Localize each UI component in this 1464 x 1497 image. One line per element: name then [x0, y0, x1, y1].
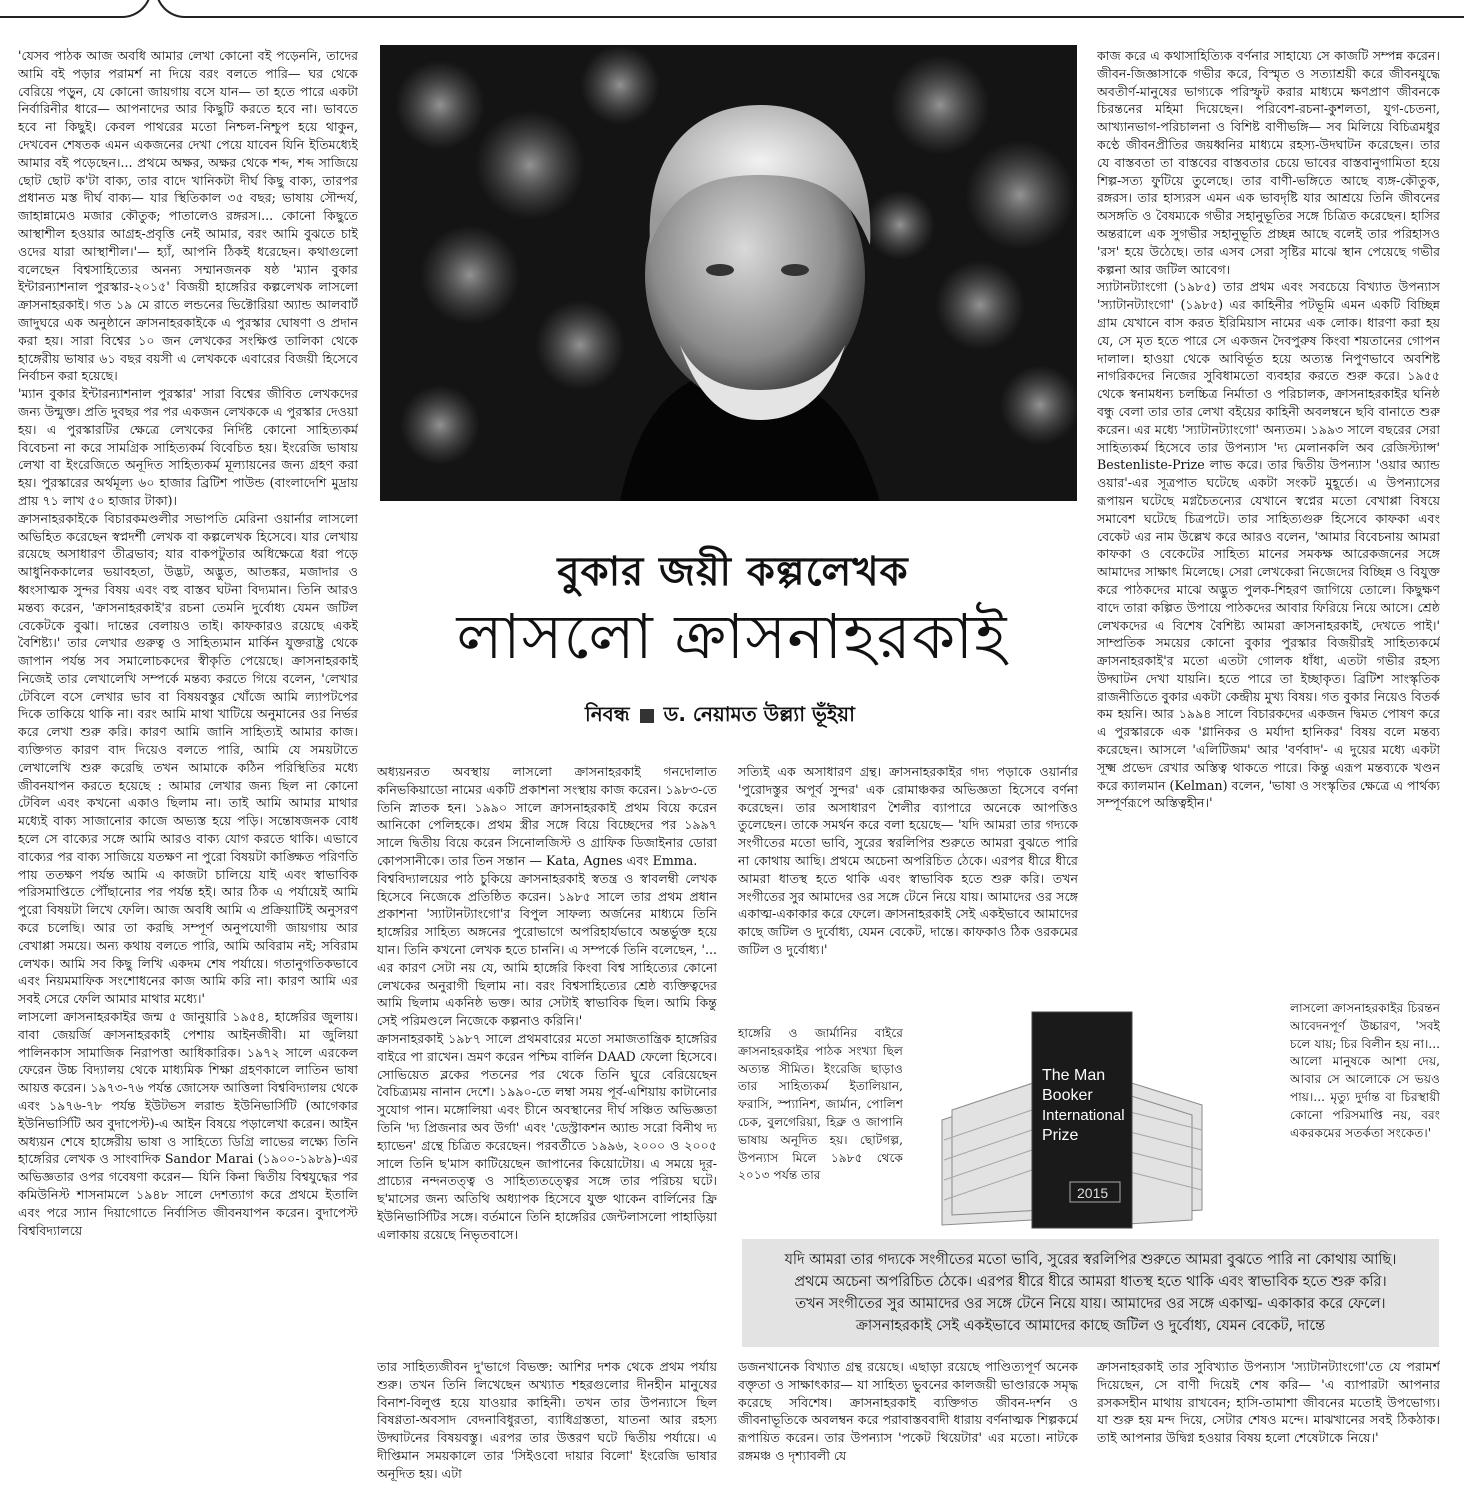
cover-line-3: International	[1042, 1107, 1125, 1124]
paragraph: বিশ্ববিদ্যালয়ের পাঠ চুকিয়ে ক্রাসনাহরকাই স্বতন্ত্র ও স্বাবলম্বী লেখক হিসেবে নিজেকে প্রতিষ্ঠিত করেন। ১৯৮৫ সালে তার প্রথম প্রধান প্রকাশনা 'স্যাটানট্যাংগো'র বিপুল সাফল্য অর্জনের মাধ্যমে তিনি হাঙ্গেরির সাহিত্য অঙ্গনের পুরোভাগে অপরিহার্যভাবে অন্তর্ভুক্ত হয়ে যান। তিনি কখনো লেখক হতে চাননি। এ সম্পর্কে তিনি বলেছেন, '... এর কারণ সেটা নয় যে, আমি হাঙ্গেরি কিংবা বিশ্ব সাহিত্যের কোনো লেখকের অনুরাগী ছিলাম না। বরং বিশ্বসাহিত্যের শ্রেষ্ঠ ব্যক্তিত্বদের আমি ছিলাম একনিষ্ঠ ভক্ত। আর সেটাই স্বাভাবিক ছিল। আমি কিন্তু সেই পরিমণ্ডলে নিজেকে কল্পনাও করিনি।'	[377, 870, 717, 1029]
booker-prize-book-image	[922, 1010, 1222, 1235]
page-header-rule	[0, 0, 1464, 22]
paragraph: স্যাটানট্যাংগো (১৯৮৫) তার প্রথম এবং সবচেয়ে বিখ্যাত উপন্যাস 'স্যাটানট্যাংগো' (১৯৮৫) এর কাহিনীর পটভূমি এমন একটি বিচ্ছিন্ন গ্রাম যেখানে বাস করত ইরিমিয়াস নামের এক লোক। ধারণা করা হয় যে, সে মৃত হতে পারে সে একজন দৈবপুরুষ কিংবা শয়তানের গোপন দালাল। হাওয়া থেকে আবির্ভূত হয়ে অত্যন্ত নিপুণভাবে অবশিষ্ট নাগরিকদের নিজের সুবিধামতো ব্যবহার করতে শুরু করে। ১৯৫৫ থেকে স্বনামধন্য চলচ্চিত্র নির্মাতা ও পরিচালক, ক্রাসনাহরকাইর ঘনিষ্ঠ বন্ধু বেলা তার তার লেখা বইয়ের কাহিনী অবলম্বনে ছবি বানাতে শুরু করেন। এর মধ্যে 'স্যাটানট্যাংগো' অন্যতম। ১৯৯৩ সালে বছরের সেরা সাহিত্যকর্ম হিসেবে তার উপন্যাস 'দ্য মেলানকলি অব রেজিস্ট্যান্স' Bestenliste-Prize লাভ করে। তার দ্বিতীয় উপন্যাস 'ওয়ার অ্যান্ড ওয়ার'-এর সূত্রপাত ঘটেছে একটা সংকট মুহূর্তে। এ উপন্যাসের রূপায়ন ঘটেছে মগ্নচৈতন্যের যেখানে স্বপ্নের মতো বেখাপ্পা বিষয়ে সমাবেশ ঘটেছে চিত্রপটে। তার সাহিত্যগুরু হিসেবে কাফকা এবং বেকেট এর নাম উল্লেখ করে আরও বলেন, 'আমার বিবেচনায় আমরা কাফকা ও বেকেটের সাহিত্য মানের সমকক্ষ আরেকজনের সঙ্গে আমাদের সাক্ষাৎ মিলেছে। সেরা লেখকেরা নিজেদের বিচ্ছিন্ন ও বিযুক্ত করে পাঠকদের মাঝে অদ্ভুত পুলক-শিহরণ জাগিয়ে তোলে। কিছুক্ষণ বাদে তারা কল্পিত উপায়ে পাঠকদের আবার ফিরিয়ে নিয়ে আসে। শ্রেষ্ঠ লেখকদের এ বিশেষ বৈশিষ্ট্য আমরা ক্রাসনাহরকাই, দেখতে পাই।' সাম্প্রতিক সময়ের কোনো বুকার পুরস্কার বিজয়ীরই সাহিত্যকর্মে ক্রাসনাহরকাই'র মতো এতটা গোলক ধাঁধা, এতটা গভীর রহস্য উদ্ঘাটন দেখা যায়নি। হতে পারে তা ইচ্ছাকৃত। ব্রিটিশ সাংস্কৃতিক রাজনীতিতে বুকার একটা কেন্দ্রীয় মুখ্য বিষয়। গত বুকার নিয়েও বিতর্ক কম হয়নি। আর ১৯৯৪ সালে বিচারকদের একজন দ্বিমত পোষণ করে এ পুরস্কারকে এক 'গ্লানিকর ও মর্যাদা হানিকর' বিষয় বলে মন্তব্য করেছেন। আসলে 'এলিটিজম' আর 'বর্ণবাদ'- এ দুয়ের মধ্যে একটা সূক্ষ্ম প্রভেদ রেখার অস্তিত্ব থাকতে পারে। কিন্তু এরূপ মন্তব্যকে খণ্ডন করে ক্যালমান (Kelman) বলেন, 'ভাষা ও সংস্কৃতির ক্ষেত্রে এ পার্থক্য সম্পূর্ণরূপে অস্তিত্বহীন।'	[1097, 279, 1440, 811]
paragraph: ডজনখানেক বিখ্যাত গ্রন্থ রয়েছে। এছাড়া রয়েছে পাণ্ডিত্যপূর্ণ অনেক বক্তৃতা ও সাক্ষাৎকার— যা সাহিত্য ভুবনের কালজয়ী ভাণ্ডারকে সমৃদ্ধ করেছে সবিশেষ। ক্রাসনাহরকাই ব্যক্তিগত জীবন-দর্শন ও জীবনাভূতিকে অবলম্বন করে পরাবাস্তববাদী ধারায় বর্ণনাত্মক শিল্পকর্মে রূপায়িত করেন। তার উপন্যাস 'পকেট থিয়েটার' এর মতো। নাটকে রঙ্গমঞ্চ ও দৃশ্যাবলী যে	[738, 1359, 1078, 1463]
article-column-4-bottom	[1097, 1358, 1440, 1492]
paragraph: ক্রাসনাহরকাই তার সুবিখ্যাত উপন্যাস 'স্যাটানট্যাংগো'তে যে পরামর্শ দিয়েছেন, সে বাণী দিয়েই শেষ করি— 'এ ব্যাপারটা আপনার রসকসহীন মাথায় রাখবেন; হাসি-তামাশা জীবনের মতোই উপভোগ্য। যা শুরু হয় মন্দ দিয়ে, সেটার শেষও মন্দে। মাঝখানের সবই ঠিকঠাক। তাই আপনার উদ্বিগ্ন হওয়ার বিষয় হলো শেষেটাকে নিয়ে।'	[1097, 1359, 1440, 1446]
paragraph: ক্রাসনাহরকাই ১৯৮৭ সালে প্রথমবারের মতো সমাজতান্ত্রিক হাঙ্গেরির বাইরে পা রাখেন। ভ্রমণ করেন পশ্চিম বার্লিন DAAD ফেলো হিসেবে। সোভিয়েত ব্লকের পতনের পর থেকে তিনি ঘুরে বেরিয়েছেন বৈচিত্র্যময় নানান দেশে। ১৯৯০-তে লম্বা সময় পূর্ব-এশিয়ায় কাটানোর সুযোগ পান। মঙ্গোলিয়া এবং চীনে অবস্থানের দীর্ঘ সঞ্চিত অভিজ্ঞতা তিনি 'দ্য প্রিজনার অব উর্গা' এবং 'ডেস্ট্রাকশন অ্যান্ড সরো বিনীথ দ্য হ্যাভেন' গ্রন্থে চিত্রিত করেছেন। পরবর্তীতে ১৯৯৬, ২০০০ ও ২০০৫ সালে তিনি ছ'মাস কাটিয়েছেন জাপানের কিয়োটোয়। এ সময়ে দূর-প্রাচ্যের নন্দনতত্ত্ব ও সাহিত্যতত্ত্বের সঙ্গে তার পরিচয় ঘটে। ছ'মাসের জন্য অতিথি অধ্যাপক হিসেবে যুক্ত থাকেন বার্লিনের ফ্রি ইউনিভার্সিটির সঙ্গে। বর্তমানে তিনি হাঙ্গেরির জেন্টলাসলো পাহাড়িয়া এলাকায় রয়েছে নিভৃতবাসে।	[377, 1030, 717, 1242]
paragraph: কাজ করে এ কথাসাহিত্যিক বর্ণনার সাহায্যে সে কাজটি সম্পন্ন করেন। জীবন-জিজ্ঞাসাকে গভীর করে, বিস্মৃত ও সত্যাশ্রয়ী করে জীবনযুদ্ধে অবতীর্ণ-মানুষের ভাগ্যকে পরিস্ফুট করার মাধ্যমে ক্ষণপ্রাণ জীবনকে চিরন্তনের মহিমা দিয়েছেন। পরিবেশ-রচনা-কুশলতা, যুগ-চেতনা, আখ্যানভাগ-পরিচালনা ও বিশিষ্ট বাণীভঙ্গি— সব মিলিয়ে বিচিত্রমধুর কণ্ঠে জীবনপ্রীতির জয়ধ্বনির মাধ্যমে রহস্য-উদঘাটন করেছেন। তার যে বাস্তবতা তা বাস্তবের বাস্তবতার চেয়ে ভাবের বাস্তবানুগামিতা হয়ে শিল্প-সত্য ফুটিয়ে তুলেছে। তার বাণী-ভঙ্গিতে আছে ব্যঙ্গ-কৌতুক, রঙ্গরস। তার হাস্যরস এমন এক ভাবদৃষ্টি যার আশ্রয়ে তিনি জীবনের অসঙ্গতি ও বৈষম্যকে গভীর সহানুভূতির সঙ্গে চিত্রিত করেছেন। হাসির অন্তরালে এক সুগভীর সহানুভূতি প্রচ্ছন্ন আছে বলেই তার পরিহাসও 'রস' হয়ে উঠেছে। তার এসব সেরা সৃষ্টির মাঝে স্থান পেয়েছে গভীর কল্পনা আর জটিল আবেগ।	[1097, 48, 1440, 277]
article-column-3-bottom	[738, 1358, 1078, 1492]
cover-line-2: Booker	[1042, 1087, 1093, 1104]
paragraph: হাঙ্গেরি ও জার্মানির বাইরে ক্রাসনাহরকাইর পাঠক সংখ্যা ছিল অত্যন্ত সীমিত। ইংরেজি ছাড়াও তার সাহিত্যকর্ম ইতালিয়ান, ফরাসি, স্প্যানিশ, জার্মান, পোলিশ চেক, বুলগেরিয়া, হিব্রু ও জাপানি ভাষায় অনূদিত হয়। ছোটগল্প, উপন্যাস মিলে ১৯৮৫ থেকে ২০১৩ পর্যন্ত তার	[738, 1026, 903, 1183]
author-portrait-icon	[380, 45, 1077, 501]
pull-quote-line: প্রথমে অচেনা অপরিচিত ঠেকে। এরপর ধীরে ধীরে আমরা ধাতস্থ হতে থাকি এবং স্বাভাবিক হতে শুরু করি।	[794, 1274, 1387, 1290]
article-column-1	[18, 47, 358, 1492]
book-stack-icon	[922, 1010, 1222, 1235]
paragraph: অধ্যয়নরত অবস্থায় লাসলো ক্রাসনাহরকাই গনদোলাত কনিভকিয়াডো নামের একটি প্রকাশনা সংস্থায় কাজ করেন। ১৯৮৩-তে তিনি স্নাতক হন। ১৯৯০ সালে ক্রাসনাহরকাই প্রথম বিয়ে করেন আনিকো পেলিহকে। প্রথম স্ত্রীর সঙ্গে বিয়ে বিচ্ছেদের পর ১৯৯৭ সালে দ্বিতীয় বিয়ে করেন সিনোলজিস্ট ও গ্রাফিক ডিজাইনার ডোরা কোপসানীকে। তার তিন সন্তান — Kata, Agnes এবং Emma.	[377, 764, 717, 868]
author-portrait	[380, 45, 1077, 501]
byline	[585, 700, 965, 733]
header-rule-right	[155, 0, 1464, 18]
paragraph: ক্রাসনাহরকাইকে বিচারকমণ্ডলীর সভাপতি মেরিনা ওয়ার্নার লাসলো অভিহিত করেছেন স্বপ্নদর্শী লেখক বা কল্পলেখক হিসেবে। যার লেখায় রয়েছে অসাধারণ তীব্রভাব; যার বাকপটুতার অধিক্ষেত্রে ধরা পড়ে আধুনিককালের ভয়াবহতা, উদ্ভট, অদ্ভুত, আতঙ্কর, মজাদার ও ধ্বংসাত্মক সুন্দর বিষয় এবং বহু বাস্তব ঘটনা বিদ্যমান। তিনি আরও মন্তব্য করেন, 'ক্রাসনাহরকাই'র রচনা তেমনি দুর্বোধ্য যেমন জটিল বেকেটকে বুঝা। দান্তের বেলায়ও তাই। কাফকারও রয়েছে একই বৈশিষ্ট্য।' তার লেখার গুরুত্ব ও সাহিত্যমান মার্কিন যুক্তরাষ্ট্র থেকে জাপান পর্যন্ত সব সমালোচকদের স্বীকৃতি পেয়েছে। ক্রাসনাহরকাই নিজেই তার লেখালেখি সম্পর্কে মন্তব্য করতে গিয়ে বলেন, 'লেখার টেবিলে বসে লেখার ভাব বা বিষয়বস্তুর খোঁজে আমি ল্যাপটপের দিকে তাকিয়ে থাকি না। বরং আমি মাথা খাটিয়ে অনুমানের ওর নির্ভর করে লেখা শুরু করি। কারণ আমি জানি সাহিত্যই আমার কাজ। ব্যক্তিগত কারণ বাদ দিয়েও বলতে পারি, আমি যে সময়টাতে লেখালেখি শুরু করেছি তখন আমাকে কঠিন পরিস্থিতির মধ্যে জীবনযাপন করতে হয়েছে : আমার লেখার জন্য ছিল না কোনো টেবিল এবং কখনো একাও ছিলাম না। তাই আমি আমার মাথার মধ্যেই বাক্য সাজানোর কাজে অভ্যস্ত হয়ে পড়ি। সন্তোষজনক বোধ হলে সে বাক্যের সঙ্গে আমি আরও বাক্য যোগ করতে থাকি। এভাবে বাক্যের পর বাক্য সাজিয়ে যতক্ষণ না পুরো বিষয়টা কাঙ্ক্ষিত পরিণতি পায় ততক্ষণ পর্যন্ত আমি এ কাজটা চালিয়ে যাই এবং স্বাভাবিক পরিসমাপ্তিতে পৌঁছানোর পর পর্যন্ত হই। আর ঠিক এ পর্যায়েই আমি পুরো বিষয়টা লিখে ফেলি। আজ অবধি আমি এ প্রক্রিয়াটিই অনুসরণ করে চলেছি। আর তা করছি সম্পূর্ণ অনুপযোগী জায়গায় আর বেখাপ্পা সময়ে। অন্য কথায় বলতে পারি, আমি অবিরাম নই; সবিরাম লেখক। আমি সব কিছু লিখি একদম শেষ পর্যায়ে। গতানুগতিকভাবে এবং নিয়মমাফিক সংশোধনের কাজ আমি করি না। কারণ আমি এর সবই সেরে ফেলি আমার মাথার মধ্যে।'	[18, 510, 358, 1007]
square-bullet-icon	[640, 709, 654, 723]
paragraph: লাসলো ক্রাসনাহরকাইর চিরন্তন আবেদনপূর্ণ উচ্চারণ, 'সবই চলে যায়; চির বিলীন হয় না।... আলো মানুষকে আশা দেয়, আবার সে আলোকে সে ভয়ও পায়।... মৃত্যু দুর্দান্ত বা চিরস্থায়ী কোনো পরিসমাপ্তি নয়, বরং একরকমের সতর্কতা সংকেত।'	[1290, 1001, 1440, 1140]
headline-title: লাসলো ক্রাসনাহরকাই	[456, 600, 1008, 673]
cover-line-1: The Man	[1042, 1067, 1106, 1084]
article-column-2	[377, 763, 717, 1251]
paragraph: লাসলো ক্রাসনাহরকাইর জন্ম ৫ জানুয়ারি ১৯৫৪, হাঙ্গেরির জুলায়। বাবা জেয়র্জি ক্রাসনাহরকাই পেশায় আইনজীবী। মা জুলিয়া পালিনকাস সামাজিক নিরাপত্তা আধিকারিক। ১৯৭২ সালে এরকেল ফেরেন উচ্চ বিদ্যালয় থেকে মাধ্যমিক শিক্ষা গ্রহণকালে লাতিন ভাষা আয়ত্ত করেন। ১৯৭৩-৭৬ পর্যন্ত জোসেফ আত্তিলা বিশ্ববিদ্যালয় থেকে এবং ১৯৭৬-৭৮ পর্যন্ত ইউটভস লরান্ড ইউনিভার্সিটি (আগেকার ইউনিভার্সিটি অব বুদাপেস্ট)-এ আইন বিষয়ে পড়ালেখা করেন। আইন অধ্যয়ন শেষে হাঙ্গেরীয় ভাষা ও সাহিত্যে ডিগ্রি লাভের লক্ষ্যে তিনি হাঙ্গেরির লেখক ও সাংবাদিক Sandor Marai (১৯০০-১৯৮৯)-এর অভিজ্ঞতার ওপর গবেষণা করেন— যিনি কিনা দ্বিতীয় বিশ্বযুদ্ধের পর কমিউনিস্ট শাসনামলে ১৯৪৮ সালে দেশত্যাগ করে প্রথমে ইতালি এবং পরে স্যান দিয়াগোতে নির্বাসিত জীবনযাপন করেন। বুদাপেস্ট বিশ্ববিদ্যালয়ে	[18, 1009, 358, 1238]
cover-year: 2015	[1077, 1185, 1109, 1201]
paragraph: তার সাহিত্যজীবন দু'ভাগে বিভক্ত: আশির দশক থেকে প্রথম পর্যায় শুরু। তখন তিনি লিখেছেন অখ্যাত শহরগুলোর দীনহীন মানুষের বিনাশ-বিলুপ্ত হয়ে যাওয়ার কাহিনী। তখন তার উপন্যাসে ছিল বিষণ্ণতা-অবসাদ বেদনাবিধুরতা, ব্যাধিগ্রস্ততা, যাতনা আর রহস্য উদ্ঘাটনের বিষয়বস্তু। এরপর তার উত্তরণ ঘটে দ্বিতীয় পর্যায়ে। এ দীপ্তিমান সময়কালে তার 'সিইওবো দায়ার বিলো' ইংরেজি ভাষার অনূদিত হয়। এটা	[377, 1359, 717, 1481]
paragraph: সত্যিই এক অসাধারণ গ্রন্থ। ক্রাসনাহরকাইর গদ্য পড়াকে ওয়ার্নার 'পুরোদস্তুর অপূর্ব সুন্দর' এক রোমাঞ্চকর অভিজ্ঞতা হিসেবে বর্ণনা করেছেন। তার অসাধারণ শৈলীর ব্যাপারে অনেকে আপত্তিও তুলেছেন। তাকে সমর্থন করে বলা হয়েছে— 'যদি আমরা তার গদ্যকে সংগীতের মতো ভাবি, সুরের স্বরলিপির শুরুতে আমরা বুঝতে পারি না কোথায় আছি। প্রথমে অচেনা অপরিচিত ঠেকে। এরপর ধীরে ধীরে আমরা ধাতস্থ হতে থাকি এবং স্বাভাবিক হতে শুরু করি। তখন সংগীতের সুর আমাদের ওর সঙ্গে টেনে নিয়ে যায়। আমাদের ওর সঙ্গে একাত্ম-একাকার করে ফেলে। ক্রাসনাহরকাই সেই একইভাবে আমাদের কাছে জটিল ও দুর্বোধ্য, যেমন বেকেট, দান্তে। কাফকাও ঠিক ওরকমের জটিল ও দুর্বোধ্য।'	[738, 764, 1078, 957]
pull-quote	[742, 1239, 1439, 1347]
article-column-2-bottom	[377, 1358, 717, 1492]
pull-quote-line: ক্রাসনাহরকাই সেই একইভাবে আমাদের কাছে জটিল ও দুর্বোধ্য, যেমন বেকেট, দান্তে	[855, 1318, 1326, 1334]
headline-kicker: বুকার জয়ী কল্পলেখক	[557, 549, 909, 595]
article-column-3b	[738, 1025, 903, 1250]
cover-line-4: Prize	[1042, 1127, 1079, 1144]
byline-label: নিবন্ধ	[585, 702, 630, 726]
paragraph: 'ম্যান বুকার ইন্টারন্যাশনাল পুরস্কার' সারা বিশ্বের জীবিত লেখকদের জন্য উন্মুক্ত। প্রতি দুবছর পর পর একজন লেখককে এ পুরস্কার দেওয়া হয়। এ পুরস্কারটির ক্ষেত্রে লেখকের নির্দিষ্ট কোনো সাহিত্যকর্ম বিবেচনা না করে সামগ্রিক সাহিত্যকর্ম বিবেচিত হয়। ইংরেজি ভাষায় লেখা বা ইংরেজিতে অনূদিত সাহিত্যকর্ম মূল্যায়নের জন্য গ্রহণ করা হয়। পুরস্কারের অর্থমূল্য ৬০ হাজার ব্রিটিশ পাউন্ড (বাংলাদেশি মুদ্রায় প্রায় ৭১ লাখ ৫০ হাজার টাকা)।	[18, 386, 358, 508]
header-rule-left	[0, 0, 152, 18]
article-column-3	[738, 763, 1078, 1025]
article-column-4b	[1290, 1000, 1440, 1232]
byline-author: ড. নেয়ামত উল্ল্যা ভূঁইয়া	[663, 702, 855, 726]
paragraph: 'যেসব পাঠক আজ অবধি আমার লেখা কোনো বই পড়েননি, তাদের আমি বই পড়ার পরামর্শ না দিয়ে বরং বলতে পারি— ঘর থেকে বেরিয়ে পড়ুন, যে কোনো জায়গায় বসে যান— তা হতে পারে একটা নির্বারিনীর ধারে— আপনাদের আর কিছুটি করতে হবে না। ভাবতে হবে না কিছুই। কেবল পাথরের মতো নিশ্চল-নিশ্চুপ হয়ে থাকুন, দেখবেন শেষতক এমন একজনের দেখা পেয়ে যাবেন যিনি ইতিমধ্যেই আমার বই পড়েছেন।... প্রথমে অক্ষর, অক্ষর থেকে শব্দ, শব্দ সাজিয়ে ছোট ছোট ক'টা বাক্য, তার বাদে খানিকটা দীর্ঘ কিছু বাক্য, তারপর প্রধানত মস্ত দীর্ঘ বাক্য— যার স্থিতিকাল ৩৫ বছর; ভাষায় সৌন্দর্য, জাহান্নামেও মজার কৌতুক; পাতালেও রঙ্গরস।... কোনো কিছুতে আস্থাশীল হওয়ার আগ্রহ-প্রবৃত্তি নেই আমার, বরং আমি বুঝতে চাই ওদের যারা আস্থাশীল।'— হ্যাঁ, আপনি ঠিকই ধরেছেন। কথাগুলো বলেছেন বিশ্বসাহিত্যের অনন্য সম্মানজনক ষষ্ঠ 'ম্যান বুকার ইন্টারন্যাশনাল পুরস্কার-২০১৫' বিজয়ী হাঙ্গেরির কল্পলেখক লাসলো ক্রাসনাহরকাই। গত ১৯ মে রাতে লন্ডনের ভিক্টোরিয়া অ্যান্ড আলবার্ট জাদুঘরে এক অনুষ্ঠানে ক্রাসনাহরকাইকে এ পুরস্কার ঘোষণা ও প্রদান করা হয়। সারা বিশ্বের ১০ জন লেখকের সংক্ষিপ্ত তালিকা থেকে হাঙ্গেরীয় ভাষার ৬১ বছর বয়সী এ লেখককে এবারের বিজয়ী হিসেবে নির্বাচন করা হয়েছে।	[18, 48, 358, 384]
pull-quote-line: যদি আমরা তার গদ্যকে সংগীতের মতো ভাবি, সুরের স্বরলিপির শুরুতে আমরা বুঝতে পারি না কোথায় আছি।	[784, 1252, 1397, 1268]
pull-quote-line: তখন সংগীতের সুর আমাদের ওর সঙ্গে টেনে নিয়ে যায়। আমাদের ওর সঙ্গে একাত্ম- একাকার করে ফেলে।	[795, 1296, 1386, 1312]
